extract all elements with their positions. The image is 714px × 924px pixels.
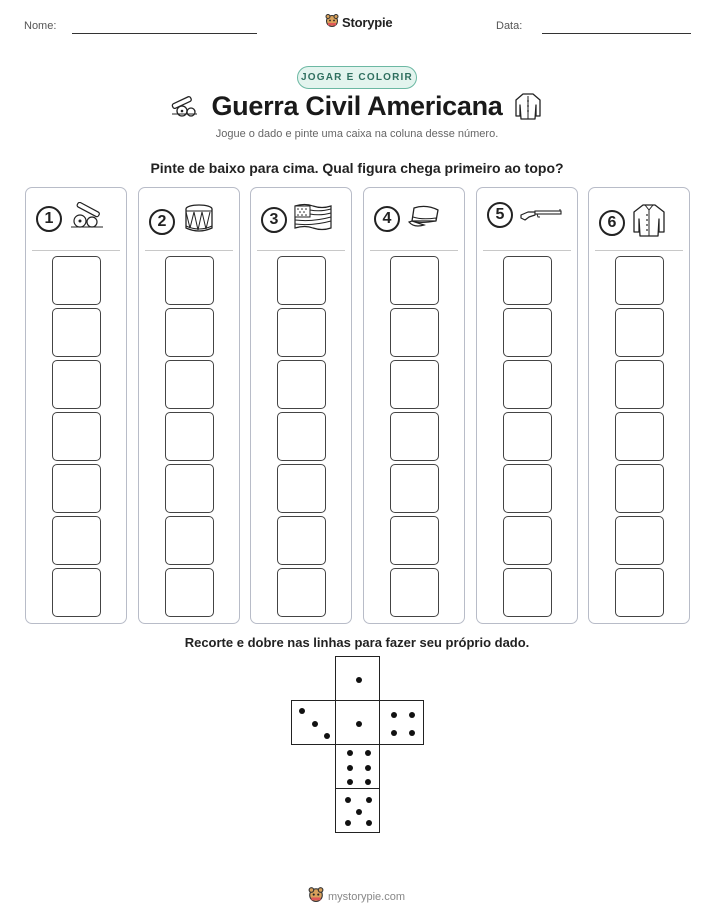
coloring-box[interactable] bbox=[165, 308, 214, 357]
race-column bbox=[476, 187, 578, 624]
dice-pip bbox=[409, 712, 415, 718]
dice-pip bbox=[347, 750, 353, 756]
coloring-box[interactable] bbox=[390, 464, 439, 513]
coloring-box[interactable] bbox=[390, 256, 439, 305]
flag-icon bbox=[293, 202, 333, 237]
dice-pip bbox=[366, 797, 372, 803]
dice-pip bbox=[299, 708, 305, 714]
coloring-box[interactable] bbox=[615, 308, 664, 357]
dice-instruction: Recorte e dobre nas linhas para fazer seu próprio dado. bbox=[184, 635, 530, 650]
coloring-box[interactable] bbox=[390, 568, 439, 617]
coloring-box[interactable] bbox=[52, 360, 101, 409]
dice-face bbox=[335, 700, 380, 745]
dice-pip bbox=[345, 820, 351, 826]
coloring-box[interactable] bbox=[615, 464, 664, 513]
column-number: 5 bbox=[487, 202, 513, 228]
date-line bbox=[542, 33, 691, 34]
coloring-box[interactable] bbox=[503, 412, 552, 461]
coloring-box[interactable] bbox=[503, 516, 552, 565]
coloring-box[interactable] bbox=[277, 256, 326, 305]
dice-pip bbox=[356, 809, 362, 815]
coloring-box[interactable] bbox=[165, 568, 214, 617]
dice-pip bbox=[409, 730, 415, 736]
coloring-box[interactable] bbox=[277, 568, 326, 617]
dice-face bbox=[291, 700, 336, 745]
coloring-box[interactable] bbox=[165, 412, 214, 461]
dice-face bbox=[335, 744, 380, 789]
coloring-box[interactable] bbox=[615, 516, 664, 565]
coloring-box[interactable] bbox=[165, 516, 214, 565]
coloring-box[interactable] bbox=[165, 256, 214, 305]
coloring-box[interactable] bbox=[503, 308, 552, 357]
coloring-box[interactable] bbox=[390, 516, 439, 565]
column-number: 4 bbox=[374, 206, 400, 232]
column-number: 3 bbox=[261, 207, 287, 233]
dice-pip bbox=[391, 712, 397, 718]
race-column bbox=[588, 187, 690, 624]
activity-badge: JOGAR E COLORIR bbox=[297, 66, 417, 89]
dice-pip bbox=[365, 779, 371, 785]
coloring-box[interactable] bbox=[52, 464, 101, 513]
page-subtitle: Jogue o dado e pinte uma caixa na coluna desse número. bbox=[215, 128, 499, 140]
column-number: 2 bbox=[149, 209, 175, 235]
coloring-box[interactable] bbox=[503, 568, 552, 617]
coloring-box[interactable] bbox=[52, 516, 101, 565]
coat-icon bbox=[631, 202, 667, 243]
footer-url: mystorypie.com bbox=[328, 890, 406, 903]
dice-pip bbox=[345, 797, 351, 803]
coloring-box[interactable] bbox=[615, 412, 664, 461]
musket-icon bbox=[519, 203, 563, 228]
coloring-box[interactable] bbox=[277, 464, 326, 513]
drum-icon bbox=[181, 202, 217, 241]
footer bbox=[308, 886, 405, 907]
coloring-box[interactable] bbox=[277, 308, 326, 357]
coloring-box[interactable] bbox=[52, 568, 101, 617]
coloring-box[interactable] bbox=[503, 360, 552, 409]
storypie-mascot-icon bbox=[308, 886, 324, 907]
name-line bbox=[72, 33, 257, 34]
storypie-mascot-icon bbox=[325, 13, 339, 32]
coloring-box[interactable] bbox=[52, 256, 101, 305]
race-column bbox=[25, 187, 127, 624]
dice-pip bbox=[312, 721, 318, 727]
dice-pip bbox=[366, 820, 372, 826]
page-title: Guerra Civil Americana bbox=[211, 91, 503, 121]
brand-name: Storypie bbox=[342, 15, 393, 30]
coloring-box[interactable] bbox=[165, 360, 214, 409]
race-column bbox=[363, 187, 465, 624]
dice-pip bbox=[347, 779, 353, 785]
coloring-box[interactable] bbox=[615, 568, 664, 617]
coloring-box[interactable] bbox=[615, 256, 664, 305]
name-label: Nome: bbox=[24, 20, 57, 32]
coloring-box[interactable] bbox=[52, 412, 101, 461]
coloring-box[interactable] bbox=[52, 308, 101, 357]
kepi-cap-icon bbox=[406, 202, 442, 235]
coat-icon bbox=[513, 91, 543, 126]
coloring-box[interactable] bbox=[615, 360, 664, 409]
dice-pip bbox=[365, 750, 371, 756]
coloring-box[interactable] bbox=[277, 516, 326, 565]
race-instruction: Pinte de baixo para cima. Qual figura chega primeiro ao topo? bbox=[150, 160, 564, 176]
dice-pip bbox=[324, 733, 330, 739]
date-label: Data: bbox=[496, 20, 523, 32]
dice-pip bbox=[391, 730, 397, 736]
column-number: 6 bbox=[599, 210, 625, 236]
coloring-box[interactable] bbox=[503, 256, 552, 305]
column-number: 1 bbox=[36, 206, 62, 232]
cannon-icon bbox=[68, 202, 106, 235]
dice-pip bbox=[347, 765, 353, 771]
coloring-box[interactable] bbox=[277, 412, 326, 461]
coloring-box[interactable] bbox=[390, 308, 439, 357]
dice-face bbox=[379, 700, 424, 745]
coloring-box[interactable] bbox=[277, 360, 326, 409]
coloring-box[interactable] bbox=[503, 464, 552, 513]
dice-face bbox=[335, 656, 380, 701]
coloring-box[interactable] bbox=[390, 412, 439, 461]
dice-pip bbox=[356, 677, 362, 683]
dice-pip bbox=[365, 765, 371, 771]
race-column bbox=[138, 187, 240, 624]
coloring-box[interactable] bbox=[390, 360, 439, 409]
dice-pip bbox=[356, 721, 362, 727]
dice-face bbox=[335, 788, 380, 833]
brand-logo bbox=[325, 13, 392, 32]
coloring-box[interactable] bbox=[165, 464, 214, 513]
race-column bbox=[250, 187, 352, 624]
